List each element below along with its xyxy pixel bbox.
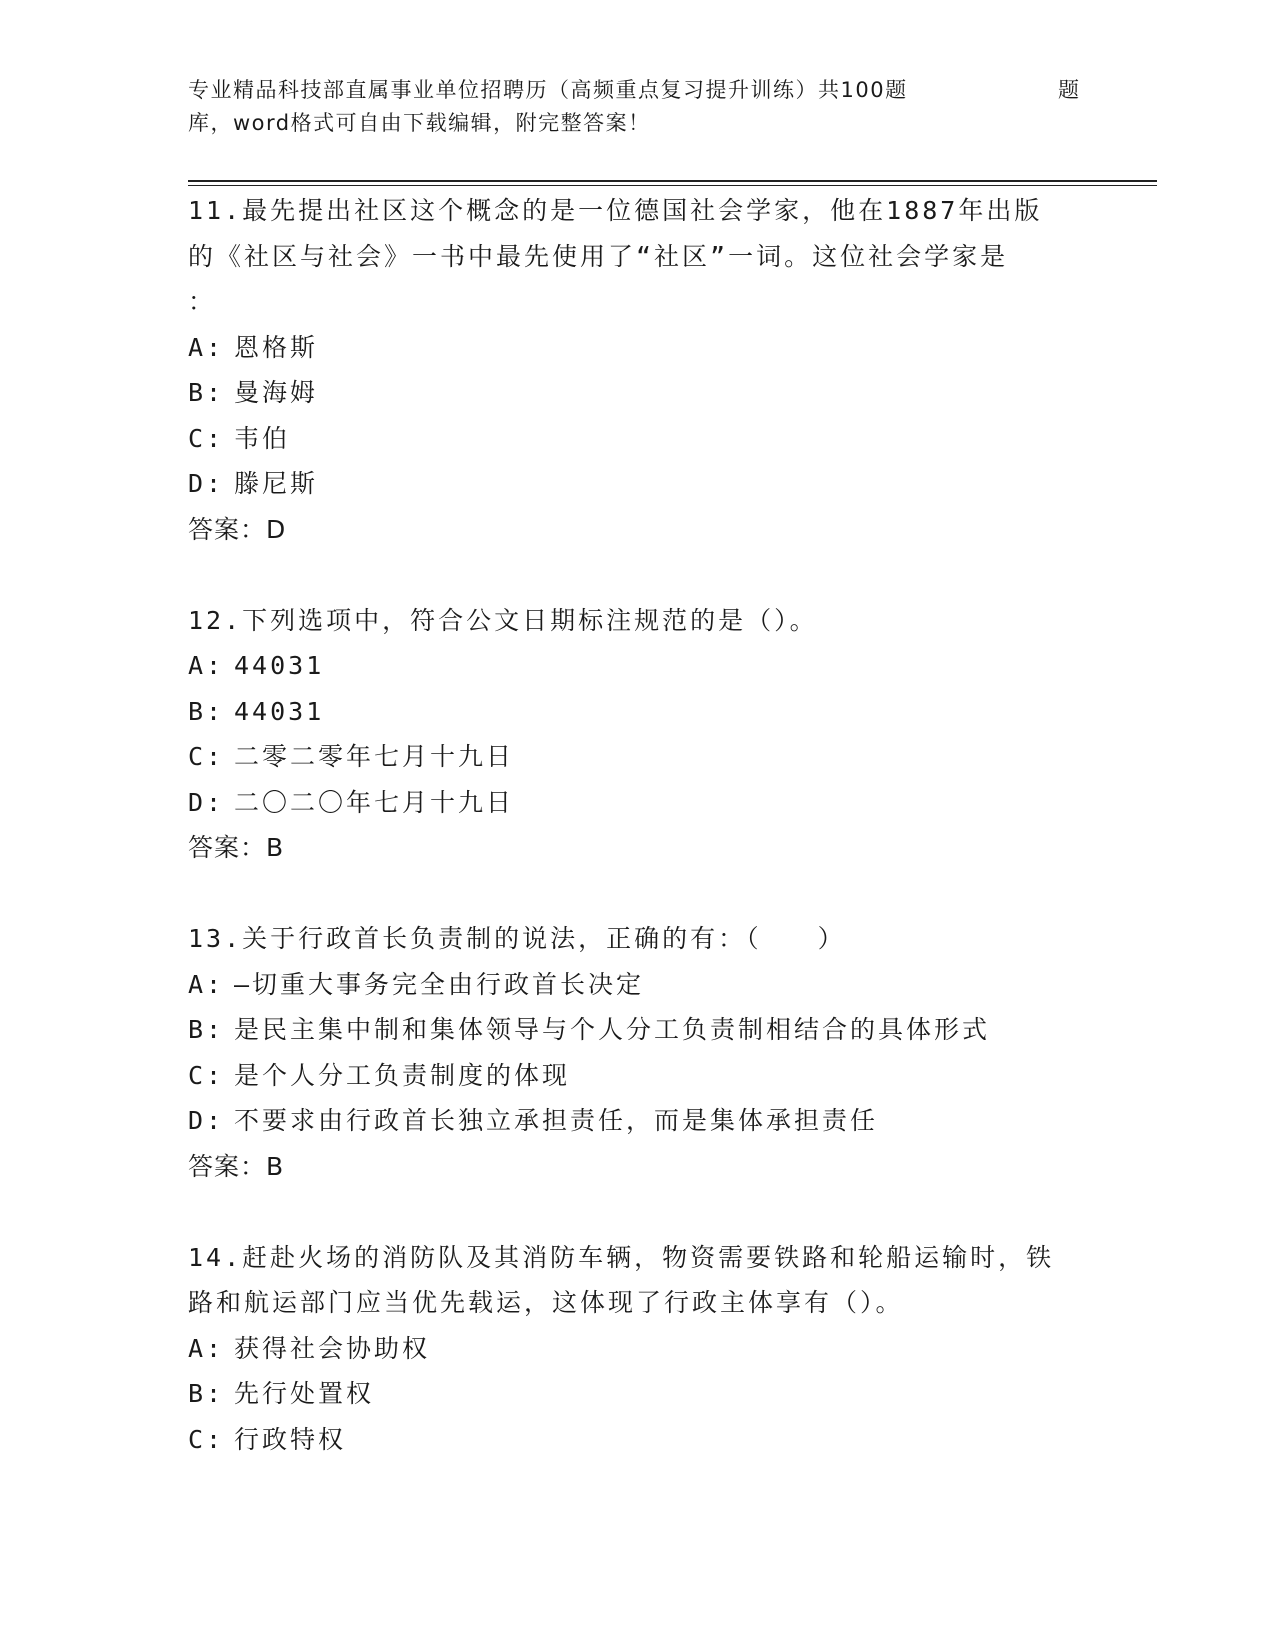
- option-a: [188, 325, 1088, 371]
- question-text-line: 11.最先提出社区这个概念的是一位德国社会学家，他在1887年出版: [188, 196, 1043, 225]
- option-key: D:: [188, 787, 225, 817]
- option-text: 恩格斯: [234, 332, 319, 362]
- option-c: [188, 1417, 1088, 1463]
- header-divider-thick: [188, 180, 1157, 182]
- option-a: [188, 962, 1088, 1008]
- option-text: 滕尼斯: [234, 469, 319, 498]
- answer-line: 答案：D: [188, 514, 287, 544]
- question-text-line: 路和航运部门应当优先载运，这体现了行政主体享有（）。: [188, 1288, 904, 1317]
- option-text: 是个人分工负责制度的体现: [234, 1060, 571, 1090]
- option-key: A:: [188, 969, 225, 999]
- spacer: [188, 1189, 1088, 1235]
- option-key: D:: [188, 469, 225, 498]
- option-key: A:: [188, 651, 225, 680]
- header-line-2: 库，word格式可自由下载编辑，附完整答案！: [188, 111, 651, 135]
- option-d: [188, 1098, 1088, 1144]
- option-b: [188, 1007, 1088, 1053]
- spacer: [188, 871, 1088, 917]
- option-b: [188, 689, 1088, 735]
- question-text-line: 14.赶赴火场的消防队及其消防车辆，物资需要铁路和轮船运输时，铁: [188, 1242, 1055, 1272]
- option-key: C:: [188, 423, 225, 453]
- question-block: [188, 598, 1088, 871]
- question-text-line: 13.关于行政首长负责制的说法，正确的有：（ ）: [188, 924, 846, 953]
- option-c: [188, 734, 1088, 780]
- question-list: [188, 188, 1088, 1462]
- option-key: B:: [188, 1015, 225, 1044]
- option-c: [188, 1053, 1088, 1099]
- option-text: 行政特权: [234, 1424, 347, 1454]
- option-key: C:: [188, 742, 225, 771]
- option-text: —切重大事务完全由行政首长决定: [234, 969, 645, 999]
- option-key: A:: [188, 1333, 225, 1363]
- question-text-line: ：: [188, 287, 217, 316]
- question-block: [188, 1235, 1088, 1463]
- option-b: [188, 370, 1088, 416]
- document-header: [188, 74, 1088, 140]
- spacer: [188, 552, 1088, 598]
- option-text: 先行处置权: [234, 1379, 375, 1408]
- question-block: [188, 916, 1088, 1189]
- answer-line: 答案：B: [188, 1151, 285, 1181]
- option-text: 不要求由行政首长独立承担责任，而是集体承担责任: [234, 1106, 879, 1135]
- answer-line: 答案：B: [188, 833, 285, 862]
- option-text: 韦伯: [234, 423, 291, 453]
- question-text-line: 12.下列选项中，符合公文日期标注规范的是（）。: [188, 605, 818, 635]
- option-d: [188, 461, 1088, 507]
- option-text: 获得社会协助权: [234, 1333, 431, 1363]
- option-c: [188, 416, 1088, 462]
- header-divider-thin: [188, 185, 1157, 186]
- option-a: [188, 1326, 1088, 1372]
- option-key: A:: [188, 332, 225, 362]
- option-text: 曼海姆: [234, 378, 319, 407]
- option-b: [188, 1371, 1088, 1417]
- header-title: 专业精品科技部直属事业单位招聘历（高频重点复习提升训练）共100题: [188, 78, 908, 102]
- option-text: 是民主集中制和集体领导与个人分工负责制相结合的具体形式: [234, 1015, 991, 1044]
- question-block: [188, 188, 1088, 552]
- option-d: [188, 780, 1088, 826]
- option-text: 44031: [234, 696, 325, 726]
- header-title-tail: 题: [1058, 78, 1081, 102]
- option-key: C:: [188, 1424, 225, 1454]
- option-key: C:: [188, 1060, 225, 1090]
- option-key: B:: [188, 1379, 225, 1408]
- question-text-line: 的《社区与社会》一书中最先使用了“社区”一词。这位社会学家是: [188, 241, 1009, 271]
- header-line-1: [188, 74, 1088, 107]
- option-a: [188, 643, 1088, 689]
- option-text: 44031: [234, 651, 325, 680]
- option-key: B:: [188, 378, 225, 407]
- option-key: B:: [188, 696, 225, 726]
- option-text: 二零二零年七月十九日: [234, 742, 515, 771]
- option-text: 二〇二〇年七月十九日: [234, 787, 515, 817]
- option-key: D:: [188, 1106, 225, 1135]
